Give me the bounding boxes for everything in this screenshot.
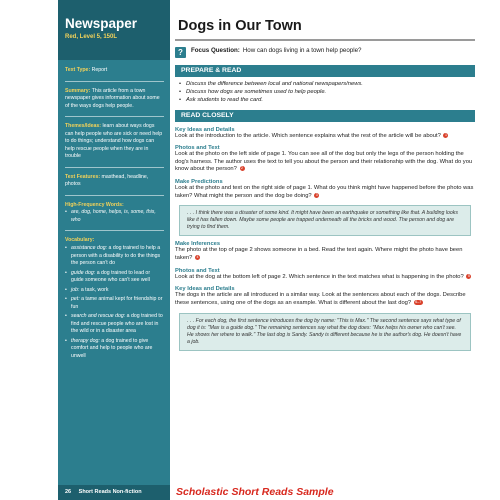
- rc-body: The photo at the top of page 2 shows someone in a bed. Read the text again. Where might the photo have been taken?: [175, 247, 463, 262]
- series-name: Short Reads Non-fiction: [78, 489, 142, 495]
- themes-text: learn about ways dogs can help people who are sick or need help to do things; understand how dogs can help rescue people when they are in trouble: [65, 123, 163, 160]
- summary-block: [65, 88, 164, 111]
- sample-response-box: . . . For each dog, the first sentence introduces the dog by name: "This is Max." The second sentence says what type of dog it is: "Max is a guide dog." The remaining sentences say what the dog does: "Max helps his owner who can't see. He shows her where to walk." The last dog is Sandy. Sandy is different because he is the author's dog. He doesn't have a job.: [179, 313, 471, 351]
- rc-heading: Key Ideas and Details: [175, 286, 235, 293]
- vocab-def: a dog trained to give comfort and help to people who are unwell: [71, 337, 153, 359]
- hf-words-label: High-Frequency Words:: [65, 201, 124, 208]
- summary-label: Summary:: [65, 87, 91, 94]
- focus-label: Focus Question:: [191, 46, 240, 54]
- rc-text: [175, 185, 475, 200]
- step-badge: 4: [196, 255, 199, 260]
- page-footer: [58, 485, 475, 500]
- divider: [65, 230, 164, 231]
- step-badge: 5: [467, 273, 470, 278]
- text-type-value: Report: [91, 67, 108, 73]
- step-badge: 1: [444, 132, 447, 137]
- focus-question-text: [191, 47, 362, 54]
- vocab-term: guide dog:: [71, 269, 96, 276]
- vocabulary-block: [65, 237, 164, 360]
- rc-body: Look at the dog at the bottom left of page 2. Which sentence in the text matches what is happening in the photo?: [175, 273, 464, 280]
- vocab-def: a dog trained to lead or guide someone who can't see well: [71, 269, 151, 284]
- rc-heading: Photos and Text: [175, 145, 220, 152]
- focus-question: [175, 47, 475, 58]
- divider: [65, 195, 164, 196]
- vocab-def: a dog trained to find and rescue people who are lost in the wild or in a disaster area: [71, 313, 163, 335]
- rc-section: [175, 286, 475, 307]
- prepare-item: • Discuss the difference between local and national newspapers/news.: [179, 81, 475, 87]
- themes-label: Themes/Ideas:: [65, 123, 102, 130]
- rc-body: The dogs in the article are all introduced in a similar way. Look at the sentences about each of the dogs. Describe these sentences, using one of the dogs as an example. What is different about the last dog?: [175, 292, 466, 307]
- vocab-term: search and rescue dog:: [71, 313, 126, 320]
- vocab-item: [65, 245, 164, 268]
- vocab-def: a dog trained to help a person with a disability to do the things the person can't do: [71, 244, 161, 267]
- sidebar-level: Red, Level 5, 150L: [65, 34, 118, 40]
- title-divider: [175, 39, 475, 41]
- rc-heading: Key Ideas and Details: [175, 126, 235, 133]
- prepare-item: • Ask students to read the card.: [179, 97, 475, 103]
- rc-heading: Make Predictions: [175, 179, 223, 186]
- summary-text: This article from a town newspaper gives information about some of the ways dogs help people.: [65, 87, 160, 109]
- vocab-term: therapy dog:: [71, 337, 100, 344]
- sidebar-body: [58, 60, 170, 360]
- text-type-label: Text Type:: [65, 67, 91, 73]
- rc-body: Look at the photo and text on the right side of page 1. What do you think might have happened before the photo was taken? What might the person and the dog be doing?: [175, 185, 474, 199]
- rc-heading: Make Inferences: [175, 241, 221, 248]
- vocab-item: [65, 338, 164, 361]
- sidebar-header: [58, 0, 170, 60]
- hf-words-list: • are, dog, home, helps, is, some, this, who: [65, 209, 164, 224]
- page-number: 26: [65, 489, 72, 495]
- hf-words-block: [65, 202, 164, 225]
- rc-section: [175, 127, 475, 141]
- rc-text: [175, 247, 475, 262]
- vocab-term: pet:: [71, 296, 80, 303]
- focus-text: How can dogs living in a town help people?: [242, 46, 362, 54]
- vocab-term: assistance dog:: [71, 244, 108, 251]
- sidebar-title: Newspaper: [65, 16, 138, 31]
- rc-section: [175, 179, 475, 200]
- prepare-list: [179, 81, 475, 103]
- main-content: [175, 0, 475, 470]
- vocab-term: job:: [71, 286, 80, 293]
- vocab-def: a task, work: [80, 286, 109, 293]
- vocab-item: [65, 270, 164, 285]
- sample-response-box: . . . I think there was a disaster of some kind. It might have been an earthquake or something like that. A building looks like it has fallen down. Maybe some people are trapped underneath all the bricks and wood. The person and dog are trying to find them.: [179, 205, 471, 236]
- step-badge: 3: [315, 192, 318, 197]
- rc-section: [175, 268, 475, 282]
- rc-section: [175, 145, 475, 174]
- rc-body: Look at the introduction to the article. Which sentence explains what the rest of the article will be about?: [175, 132, 441, 139]
- step-badge: 6–7: [415, 300, 422, 305]
- vocabulary-label: Vocabulary:: [65, 237, 95, 244]
- prepare-item: • Discuss how dogs are sometimes used to help people.: [179, 89, 475, 95]
- divider: [65, 167, 164, 168]
- prepare-read-header: PREPARE & READ: [175, 65, 475, 77]
- themes-block: [65, 123, 164, 161]
- sidebar: [58, 0, 170, 500]
- read-closely-header: READ CLOSELY: [175, 110, 475, 122]
- rc-text: [175, 292, 475, 307]
- rc-section: [175, 241, 475, 262]
- rc-heading: Photos and Text: [175, 267, 220, 274]
- step-badge: 2: [241, 166, 244, 171]
- text-type-block: [65, 67, 164, 75]
- question-icon: ?: [175, 47, 186, 58]
- rc-text: [175, 133, 475, 141]
- page-title: Dogs in Our Town: [178, 18, 302, 34]
- features-label: Text Features:: [65, 173, 101, 180]
- features-block: [65, 174, 164, 189]
- vocab-def: a tame animal kept for friendship or fun: [71, 296, 163, 310]
- sample-watermark: Scholastic Short Reads Sample: [176, 486, 334, 498]
- divider: [65, 81, 164, 82]
- vocab-item: [65, 313, 164, 336]
- vocabulary-list: [65, 245, 164, 360]
- footer-bar: [58, 485, 170, 500]
- rc-body: Look at the photo on the left side of page 1. You can see all of the dog but only the legs of the person holding the dog's harness. The author uses the text to tell you about the person and their relationship with the dog. What do you know about the person?: [175, 151, 473, 173]
- features-text: masthead, headline, photos: [65, 173, 149, 188]
- rc-text: [175, 274, 475, 282]
- rc-text: [175, 151, 475, 174]
- divider: [65, 116, 164, 117]
- vocab-item: [65, 287, 164, 295]
- vocab-item: [65, 296, 164, 311]
